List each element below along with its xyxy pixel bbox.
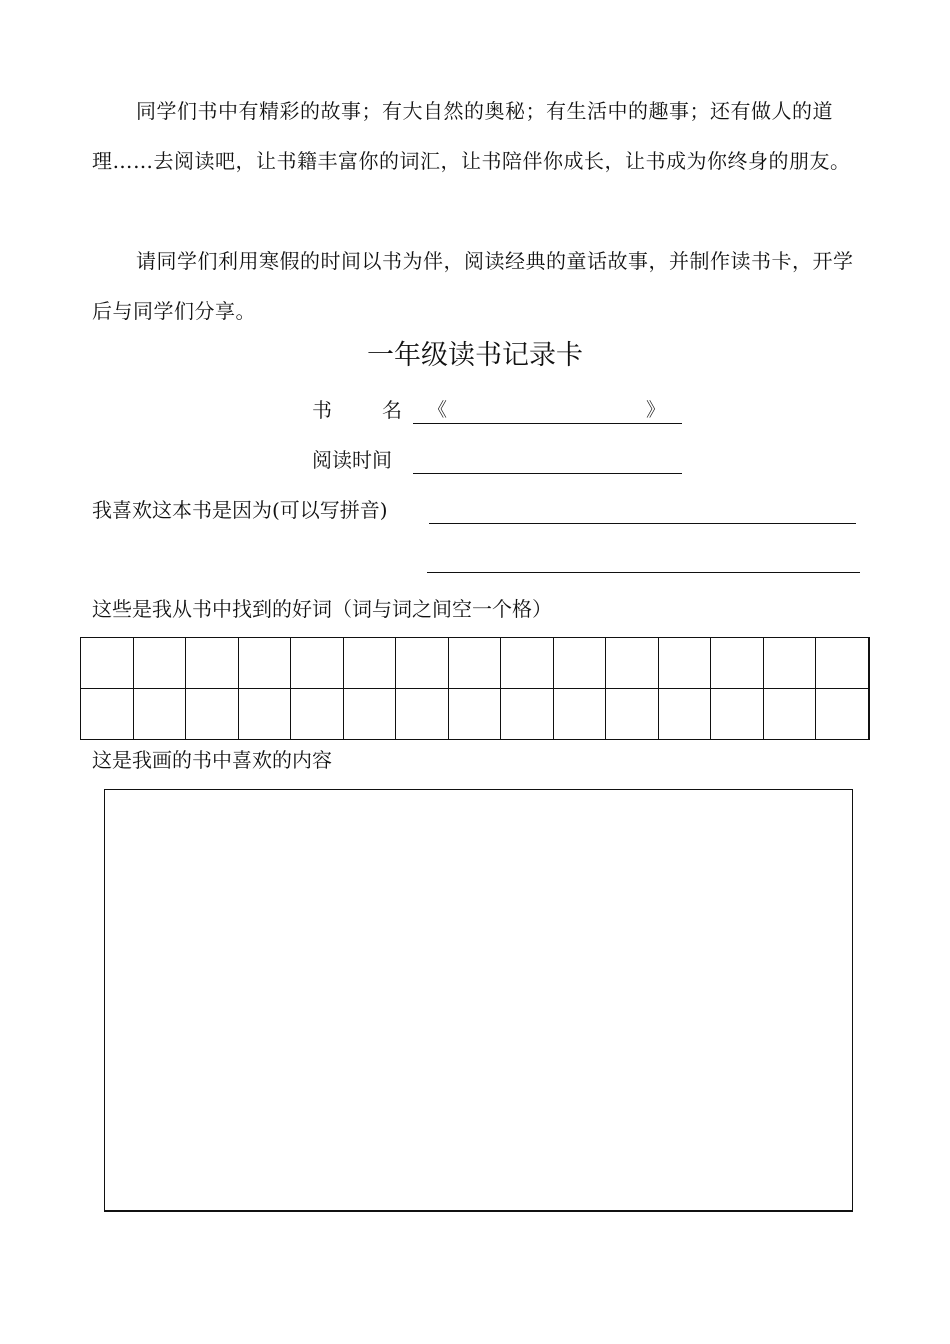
grid-cell[interactable] — [763, 638, 816, 689]
card-title: 一年级读书记录卡 — [367, 340, 583, 371]
book-open-bracket: 《 — [428, 399, 448, 421]
reading-time-label: 阅读时间 — [312, 448, 392, 472]
grid-cell[interactable] — [81, 638, 134, 689]
grid-cell[interactable] — [186, 638, 239, 689]
book-close-bracket: 》 — [646, 399, 666, 421]
book-name-label-char-2: 名 — [382, 398, 402, 422]
grid-cell[interactable] — [448, 689, 501, 740]
grid-cell[interactable] — [501, 638, 554, 689]
grid-cell[interactable] — [81, 689, 134, 740]
grid-cell[interactable] — [448, 638, 501, 689]
grid-cell[interactable] — [238, 638, 291, 689]
grid-row — [81, 689, 870, 740]
grid-cell[interactable] — [133, 689, 186, 740]
grid-cell[interactable] — [133, 638, 186, 689]
reason-label: 我喜欢这本书是因为(可以写拼音) — [92, 498, 388, 522]
grid-cell[interactable] — [501, 689, 554, 740]
grid-cell[interactable] — [343, 689, 396, 740]
good-words-grid — [80, 637, 870, 740]
grid-cell[interactable] — [186, 689, 239, 740]
grid-cell[interactable] — [553, 689, 606, 740]
grid-cell[interactable] — [396, 689, 449, 740]
intro-paragraph-2: 请同学们利用寒假的时间以书为伴，阅读经典的童话故事，并制作读书卡，开学后与同学们分享。 — [92, 249, 854, 323]
book-name-label — [312, 395, 402, 425]
grid-cell[interactable] — [606, 689, 659, 740]
grid-cell[interactable] — [711, 689, 764, 740]
grid-row — [81, 638, 870, 689]
book-name-label-char-1: 书 — [312, 398, 332, 422]
grid-cell[interactable] — [238, 689, 291, 740]
grid-cell[interactable] — [658, 638, 711, 689]
grid-cell[interactable] — [291, 689, 344, 740]
grid-cell[interactable] — [291, 638, 344, 689]
grid-cell[interactable] — [763, 689, 816, 740]
grid-cell[interactable] — [553, 638, 606, 689]
good-words-label: 这些是我从书中找到的好词（词与词之间空一个格） — [92, 597, 552, 621]
grid-cell[interactable] — [816, 638, 869, 689]
drawing-box[interactable] — [104, 789, 853, 1212]
grid-cell[interactable] — [606, 638, 659, 689]
grid-cell[interactable] — [396, 638, 449, 689]
reason-line-1[interactable] — [429, 523, 856, 524]
reading-time-field[interactable] — [413, 473, 682, 474]
grid-cell[interactable] — [816, 689, 869, 740]
grid-cell[interactable] — [343, 638, 396, 689]
intro-paragraph-1: 同学们书中有精彩的故事；有大自然的奥秘；有生活中的趣事；还有做人的道理……去阅读吧，让书籍丰富你的词汇，让书陪伴你成长，让书成为你终身的朋友。 — [92, 99, 851, 173]
grid-cell[interactable] — [658, 689, 711, 740]
drawing-label: 这是我画的书中喜欢的内容 — [92, 748, 332, 772]
grid-cell[interactable] — [711, 638, 764, 689]
reason-line-2[interactable] — [427, 572, 860, 573]
book-name-field[interactable] — [413, 423, 682, 424]
